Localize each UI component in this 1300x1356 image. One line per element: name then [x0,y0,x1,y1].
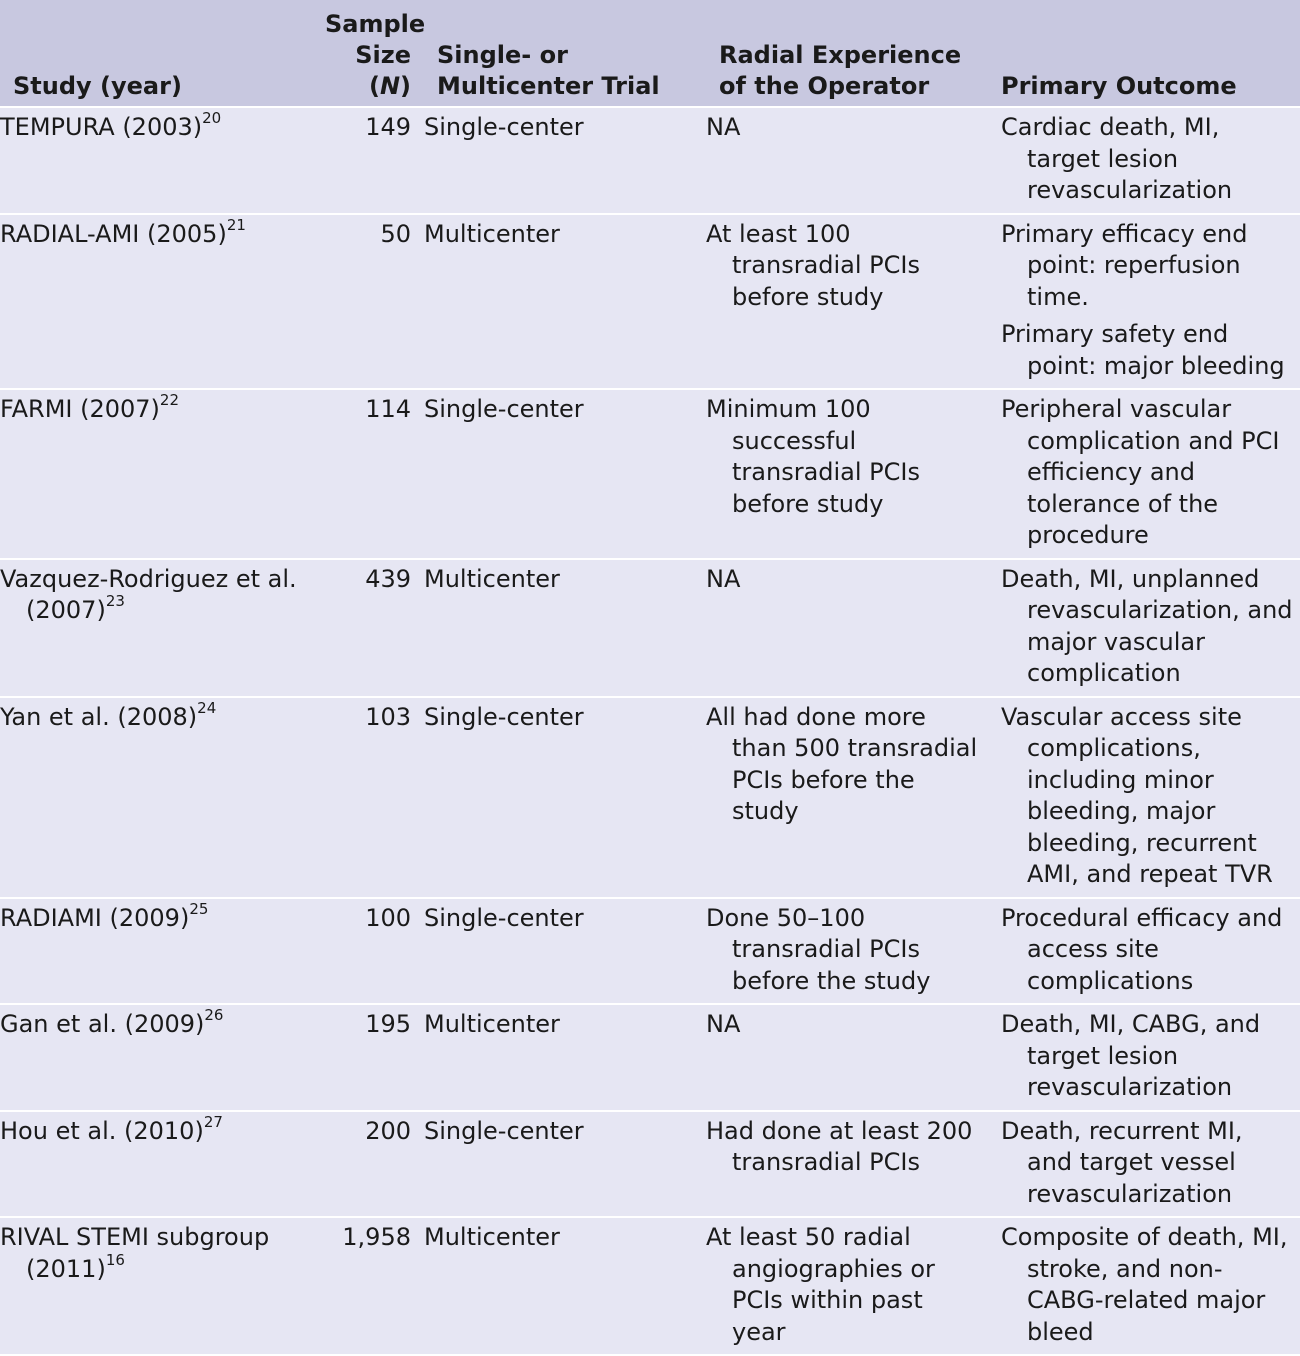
study-cell [0,1004,312,1111]
primary-outcome-cell [988,1217,1300,1355]
study-name: TEMPURA (2003) [0,113,203,141]
study-name: RADIAMI (2009) [0,903,190,932]
table-row [0,107,1300,214]
table-row [0,1111,1300,1218]
study-cell [0,898,312,1005]
center-cell: Single-center [424,898,706,1005]
radial-experience-cell: NA [706,559,988,697]
study-name: FARMI (2007) [0,395,160,423]
primary-outcome-cell [988,1004,1300,1111]
reference-number: 22 [159,391,180,409]
radial-experience-cell: All had done more than 500 transradial PCIs before the study [706,697,988,898]
outcome-paragraph: Death, MI, CABG, and target lesion revascularization [1001,1010,1261,1101]
center-cell: Multicenter [424,1217,706,1355]
reference-number: 23 [105,592,125,610]
sample-size-cell: 195 [312,1004,424,1111]
header-row [0,0,1300,107]
reference-number: 21 [226,215,246,234]
primary-outcome-cell [988,389,1300,559]
table-row [0,214,1300,390]
header-primary-outcome: Primary Outcome [988,0,1300,107]
study-cell [0,1217,312,1355]
sample-size-cell: 50 [312,214,424,390]
radial-experience-cell: NA [706,107,988,214]
header-radial-experience: Radial Experience of the Operator [706,0,988,107]
radial-experience-cell: At least 100 transradial PCIs before study [706,214,988,390]
reference-number: 16 [105,1250,125,1269]
outcome-paragraph: Composite of death, MI, stroke, and non-CABG-related major bleed [1001,1223,1288,1346]
sample-size-cell: 103 [312,697,424,898]
outcome-paragraph: Cardiac death, MI, target lesion revascularization [1001,113,1233,204]
outcome-paragraph: Primary safety end point: major bleeding [1001,320,1285,380]
header-sample-size: Sample Size (N) [312,0,424,107]
table-row [0,697,1300,898]
study-cell [0,389,312,559]
center-cell: Multicenter [424,214,706,390]
radial-experience-cell: Minimum 100 successful transradial PCIs before study [706,389,988,559]
study-name: Vazquez-Rodriguez et al. (2007) [0,564,297,624]
outcome-paragraph: Vascular access site complications, including minor bleeding, major bleeding, recurrent AMI, and repeat TVR [1001,702,1273,888]
primary-outcome-cell [988,697,1300,898]
primary-outcome-cell [988,898,1300,1005]
table-row [0,1217,1300,1355]
reference-number: 25 [189,899,209,918]
sample-size-cell: 149 [312,107,424,214]
study-cell [0,107,312,214]
table-row [0,898,1300,1005]
outcome-paragraph: Primary efficacy end point: reperfusion time. [1001,219,1248,311]
sample-size-cell: 100 [312,898,424,1005]
reference-number: 20 [202,109,222,127]
radial-experience-cell: At least 50 radial angiographies or PCIs within past year [706,1217,988,1355]
outcome-paragraph: Procedural efficacy and access site complications [1001,903,1283,995]
center-cell: Multicenter [424,1004,706,1111]
primary-outcome-cell [988,214,1300,390]
table-row [0,389,1300,559]
primary-outcome-cell [988,559,1300,697]
study-name: Hou et al. (2010) [0,1116,204,1145]
study-cell [0,1111,312,1218]
study-name: Gan et al. (2009) [0,1010,205,1038]
study-cell [0,559,312,697]
outcome-paragraph: Death, MI, unplanned revascularization, and major vascular complication [1001,564,1293,687]
sample-size-cell: 200 [312,1111,424,1218]
reference-number: 24 [197,698,217,717]
sample-size-cell: 114 [312,389,424,559]
study-name: Yan et al. (2008) [0,702,198,731]
primary-outcome-cell [988,1111,1300,1218]
study-name: RADIAL-AMI (2005) [0,219,227,248]
center-cell: Multicenter [424,559,706,697]
radial-experience-cell: Had done at least 200 transradial PCIs [706,1111,988,1218]
table-body [0,107,1300,1355]
center-cell: Single-center [424,389,706,559]
reference-number: 26 [204,1006,224,1024]
study-cell [0,697,312,898]
header-center: Single- or Multicenter Trial [424,0,706,107]
reference-number: 27 [203,1112,223,1131]
primary-outcome-cell [988,107,1300,214]
sample-size-cell: 439 [312,559,424,697]
center-cell: Single-center [424,697,706,898]
radial-experience-cell: Done 50–100 transradial PCIs before the study [706,898,988,1005]
center-cell: Single-center [424,107,706,214]
radial-experience-cell: NA [706,1004,988,1111]
outcome-paragraph: Death, recurrent MI, and target vessel revascularization [1001,1116,1243,1208]
table-row [0,1004,1300,1111]
study-cell [0,214,312,390]
outcome-paragraph: Peripheral vascular complication and PCI efficiency and tolerance of the procedure [1001,395,1280,549]
study-name: RIVAL STEMI subgroup (2011) [0,1223,270,1283]
header-study: Study (year) [0,0,312,107]
center-cell: Single-center [424,1111,706,1218]
sample-size-cell: 1,958 [312,1217,424,1355]
table-header [0,0,1300,107]
table-row [0,559,1300,697]
